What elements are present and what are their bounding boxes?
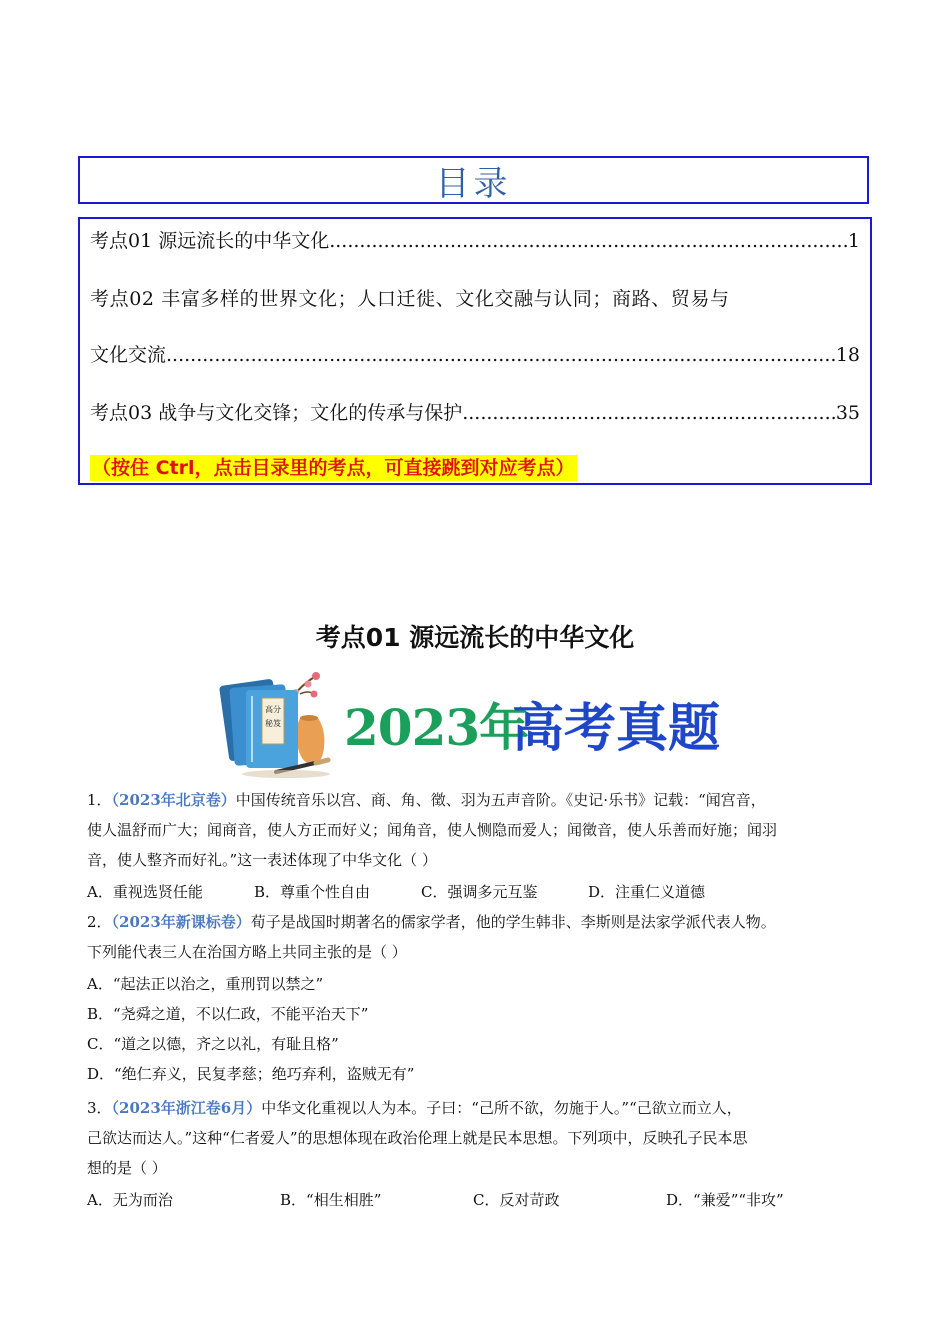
question-number: 1． <box>87 791 112 809</box>
question-line <box>87 785 867 815</box>
question-text: 中华文化重视以人为本。子曰：“己所不欲，勿施于人。”“己欲立而立人， <box>261 1099 742 1117</box>
toc-item-3[interactable] <box>90 399 860 427</box>
question-text: 荀子是战国时期著名的儒家学者，他的学生韩非、李斯则是法家学派代表人物。 <box>250 913 776 931</box>
question-1-options <box>87 877 705 907</box>
option-c[interactable]: C．“道之以德，齐之以礼，有耻且格” <box>87 1035 339 1053</box>
question-line <box>87 1093 867 1123</box>
question-line <box>87 907 867 937</box>
toc-title: 目录 <box>435 163 512 204</box>
option-d[interactable]: D．注重仁义道德 <box>588 883 706 901</box>
toc-item-label-cont: 文化交流 <box>90 344 167 366</box>
toc-hint: （按住 Ctrl，点击目录里的考点，可直接跳到对应考点） <box>92 457 575 479</box>
question-line: 音，使人整齐而好礼。”这一表述体现了中华文化（ ） <box>87 851 437 869</box>
toc-title-box <box>78 156 869 204</box>
question-source: （2023年新课标卷） <box>111 913 251 931</box>
option-c[interactable]: C．强调多元互鉴 <box>421 883 538 901</box>
question-3-options <box>87 1185 784 1215</box>
toc-item-2-cont[interactable] <box>90 341 860 369</box>
toc-leader-dots <box>166 341 836 369</box>
question-source: （2023年北京卷） <box>111 791 236 809</box>
toc-item-1[interactable] <box>90 227 860 255</box>
question-text: 中国传统音乐以宫、商、角、徵、羽为五声音阶。《史记·乐书》记载：“闻宫音， <box>235 791 766 809</box>
option-b[interactable]: B．“相生相胜” <box>280 1191 382 1209</box>
question-line: 下列能代表三人在治国方略上共同主张的是（ ） <box>87 943 407 961</box>
question-2-options <box>87 969 867 1089</box>
question-number: 2． <box>87 913 112 931</box>
option-a[interactable]: A．重视选贤任能 <box>87 883 203 901</box>
toc-item-label: 考点02 丰富多样的世界文化；人口迁徙、文化交融与认同；商路、贸易与 <box>90 288 730 310</box>
option-a[interactable]: A．“起法正以治之，重刑罚以禁之” <box>87 975 324 993</box>
toc-item-label: 考点03 战争与文化交锋；文化的传承与保护 <box>90 402 463 424</box>
question-source: （2023年浙江卷6月） <box>111 1099 262 1117</box>
toc-leader-dots <box>462 399 836 427</box>
option-d[interactable]: D．“兼爱”“非攻” <box>666 1191 784 1209</box>
banner-word: 高考真题 <box>512 699 721 759</box>
option-c[interactable]: C．反对苛政 <box>473 1191 560 1209</box>
question-line: 使人温舒而广大；闻商音，使人方正而好义；闻角音，使人恻隐而爱人；闻徵音，使人乐善而好施；闻羽 <box>87 821 778 839</box>
book-illustration-icon <box>216 668 336 780</box>
exam-banner <box>216 668 736 780</box>
option-b[interactable]: B．尊重个性自由 <box>254 883 371 901</box>
option-d[interactable]: D．“绝仁弃义，民复孝慈；绝巧弃利，盗贼无有” <box>87 1065 415 1083</box>
book-label-char: 秘笈 <box>265 719 281 728</box>
toc-box <box>78 217 872 485</box>
toc-page-number: 35 <box>835 402 860 424</box>
toc-page-number: 18 <box>835 344 860 366</box>
option-b[interactable]: B．“尧舜之道，不以仁政，不能平治天下” <box>87 1005 369 1023</box>
question-line: 己欲达而达人。”这种“仁者爱人”的思想体现在政治伦理上就是民本思想。下列项中，反映孔子民本思 <box>87 1129 748 1147</box>
toc-page-number: 1 <box>847 230 860 252</box>
toc-item-label: 考点01 源远流长的中华文化 <box>90 230 330 252</box>
toc-item-2[interactable] <box>90 285 860 313</box>
option-a[interactable]: A．无为而治 <box>87 1191 173 1209</box>
toc-leader-dots <box>329 227 848 255</box>
section-title: 考点01 源远流长的中华文化 <box>315 623 635 652</box>
question-3 <box>87 1093 867 1183</box>
question-1 <box>87 785 867 875</box>
question-2 <box>87 907 867 967</box>
book-label-char: 高分 <box>265 705 281 714</box>
banner-year: 2023年 <box>344 698 529 757</box>
question-line: 想的是（ ） <box>87 1159 167 1177</box>
question-number: 3． <box>87 1099 112 1117</box>
